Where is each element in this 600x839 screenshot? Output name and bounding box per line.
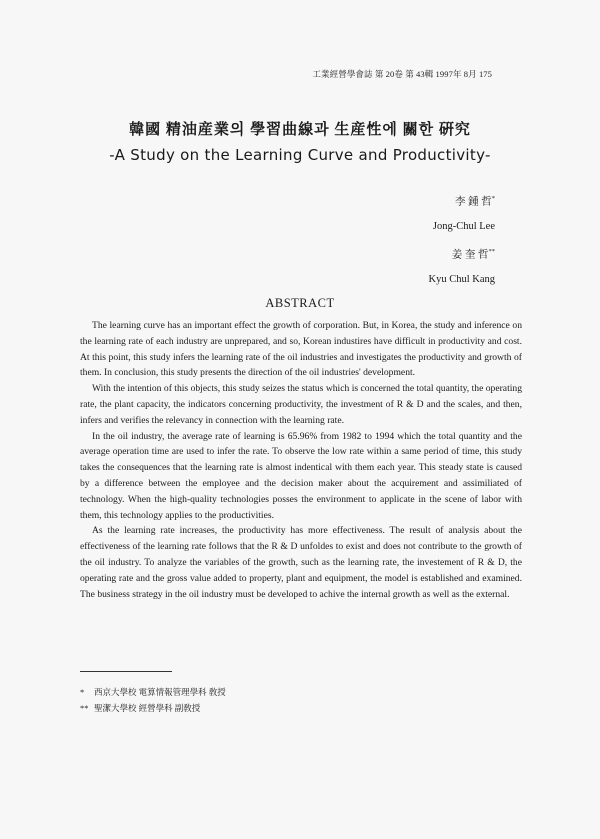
abstract-paragraph-4: As the learning rate increases, the productivity has more effectiveness. The result of analysis about the effectiveness of the learning rate follows that the R & D unfoldes to exist and does not contribute to the growth of the oil industry. To analyze the variables of the growth, such as the learning rate, the investement of R & D, the operating rate and the gross value added to property, plant and equipment, the model is established and examined. The business strategy in the oil industry must be developed to achive the internal growth as well as the external. [80,525,522,600]
author-2-english: Kyu Chul Kang [428,273,495,285]
author-2-korean: 姜 奎 哲** [451,247,495,260]
footnote-divider [80,671,172,672]
author-1-english: Jong-Chul Lee [432,221,495,232]
title-english: -A Study on the Learning Curve and Productivity- [109,146,491,164]
abstract-heading: ABSTRACT [265,296,335,310]
abstract-paragraph-2: With the intention of this objects, this study seizes the status which is concerned the total quantity, the operating rate, the plant capacity, the indicators concerning productivity, the investment of R & D and the scales, and then, infers and verifies the relevancy in connection with the learning rate. [80,383,522,426]
footnote-1: * 西京大學校 電算情報管理學科 敎授 [80,687,226,697]
abstract-body [80,318,522,602]
running-head: 工業經營學會誌 第 20卷 第 43輯 1997年 8月 175 [312,69,492,79]
author-1-korean: 李 鍾 哲* [455,195,495,208]
footnotes [80,684,226,716]
footnote-2: ** 聖潔大學校 經營學科 副敎授 [80,703,201,713]
title-korean: 韓國 精油産業의 學習曲線과 生産性에 關한 硏究 [129,122,471,138]
abstract-paragraph-1: The learning curve has an important effect the growth of corporation. But, in Korea, the study and inference on the learning rate of each industry are unprepared, and so, Korean industires have difficult in productivity and cost. At this point, this study infers the learning rate of the oil industries and investigates the productivity and growth of them. In conclusion, this study presents the direction of the oil industries' development. [80,320,522,379]
author-block [429,187,496,292]
abstract-paragraph-3: In the oil industry, the average rate of learning is 65.96% from 1982 to 1994 which the total quantity and the average operation time are used to infer the rate. To observe the low rate within a same period of time, this study takes the consequences that the learning rate is almost indentical with them each year. This steady state is caused by a difference between the employee and the decision maker about the acquirement and assimiliated of technology. When the high-quality technologies posses the environment to applicate in the scene of labor with them, this technology applies to the productivities. [80,430,522,521]
